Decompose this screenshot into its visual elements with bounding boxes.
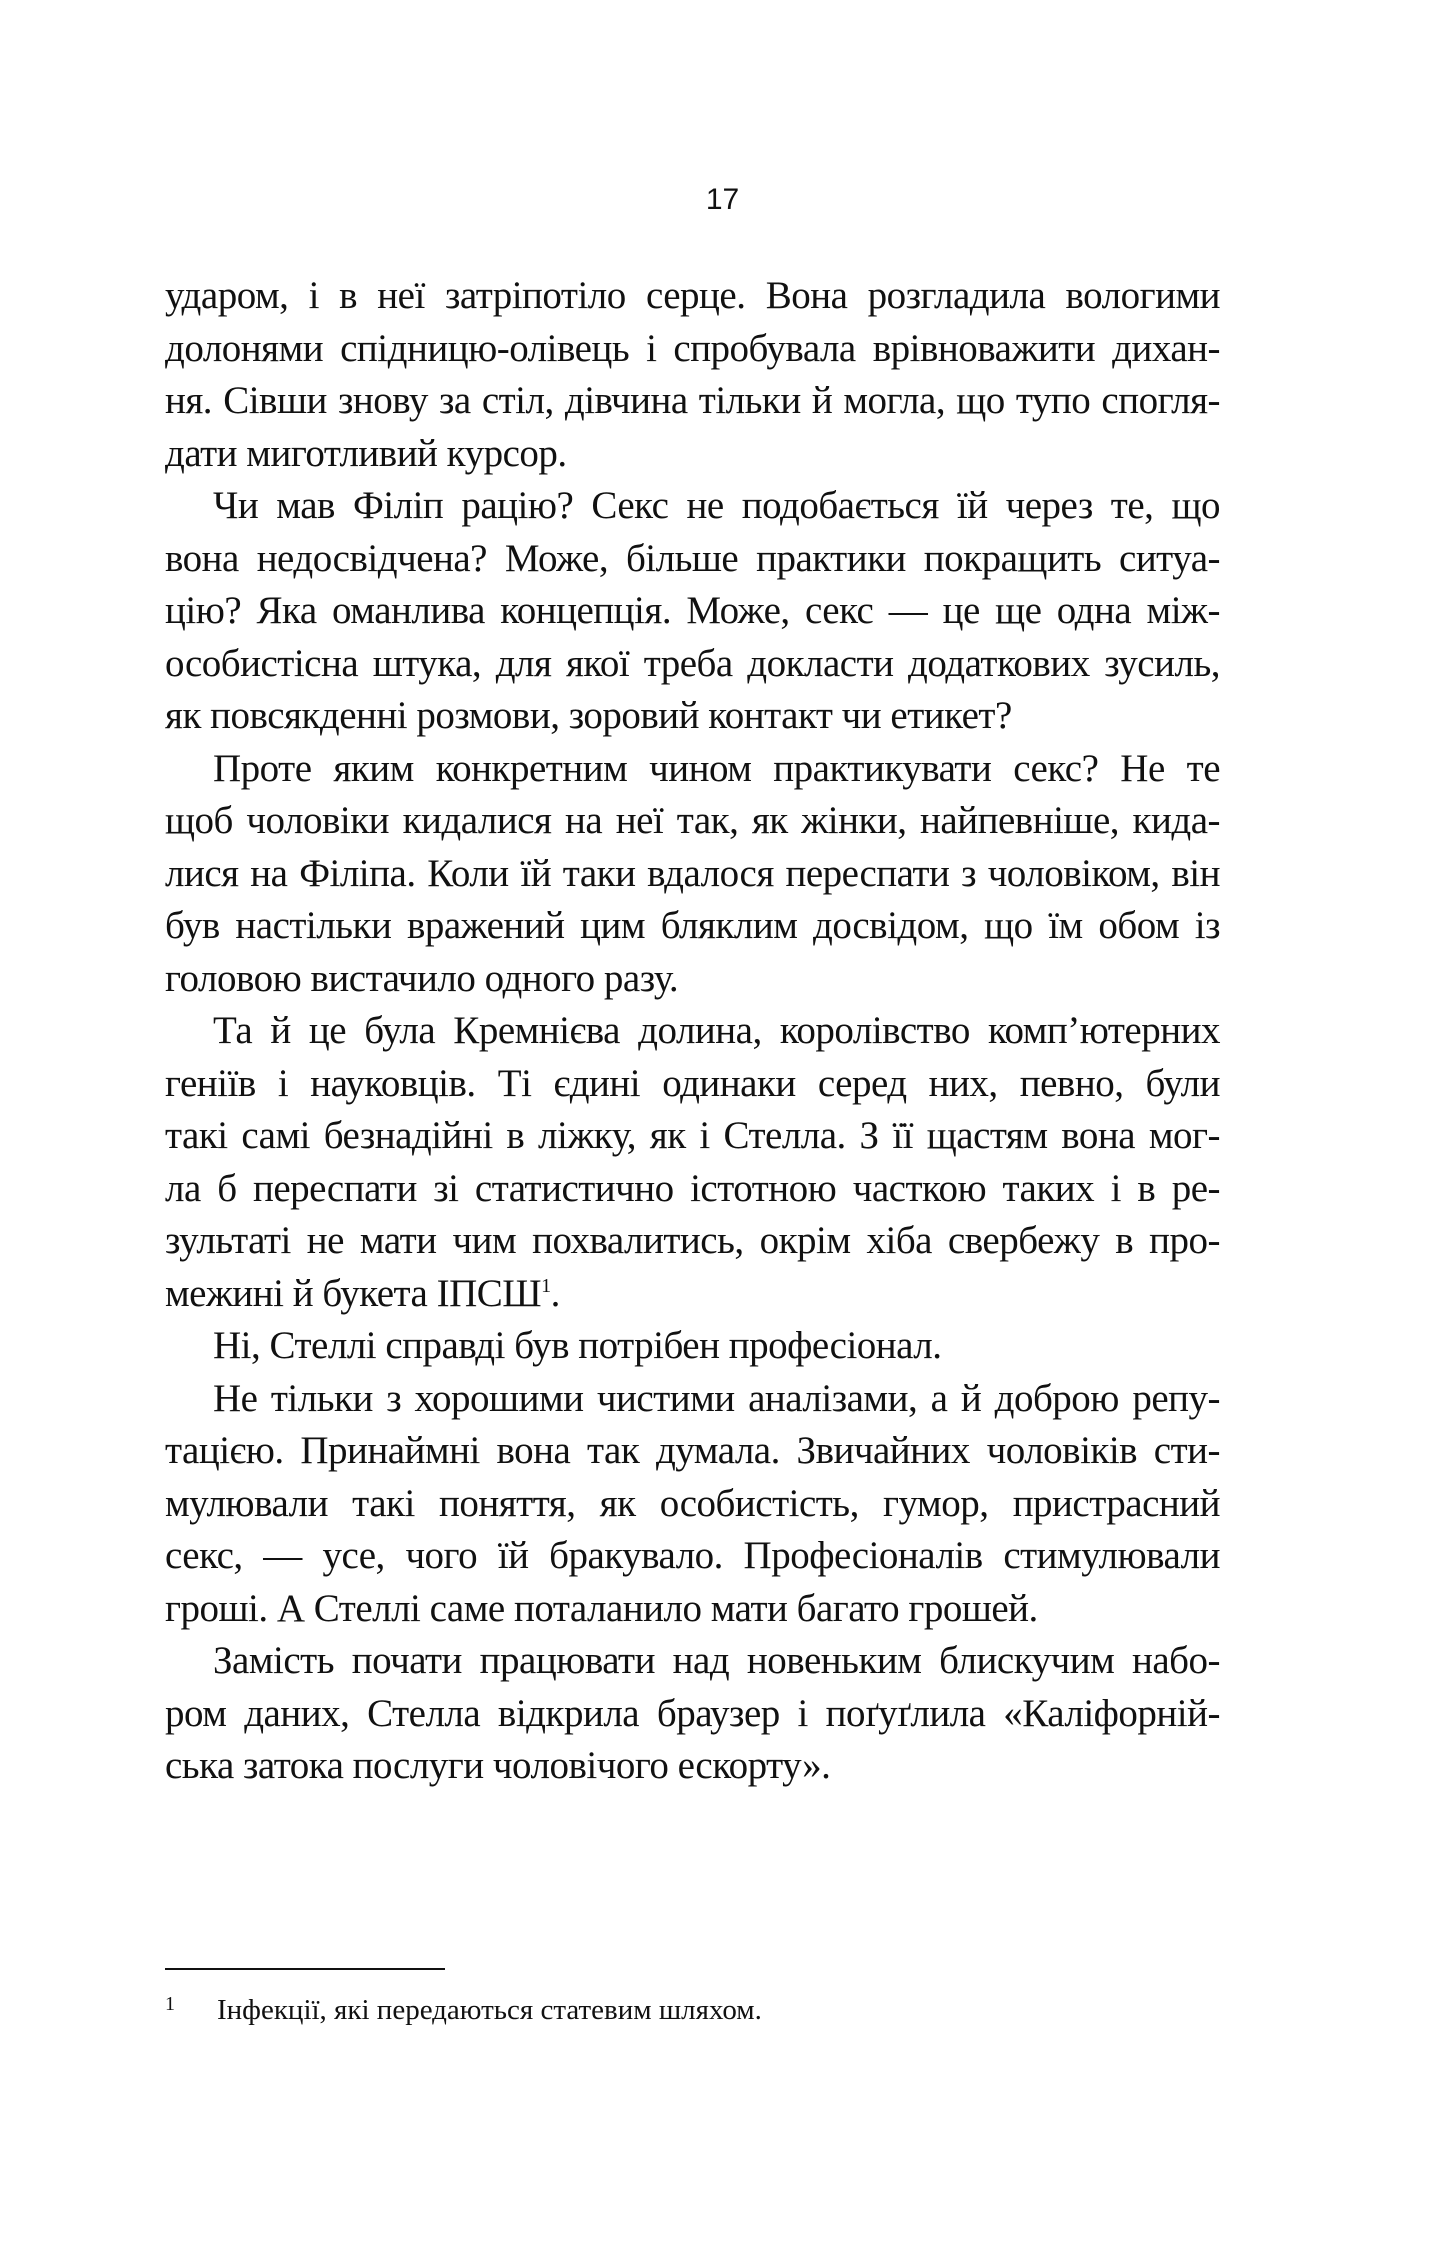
text-line-content: вона недосвідчена? Може, більше практики покращить ситуа- bbox=[165, 536, 1220, 580]
footnote-divider bbox=[165, 1968, 445, 1970]
text-line-content: Замість почати працювати над новеньким блискучим набо- bbox=[213, 1639, 1220, 1682]
text-line bbox=[165, 1058, 1220, 1111]
text-line-content: Чи мав Філіп рацію? Секс не подобається їй через те, що bbox=[213, 484, 1220, 527]
footnote bbox=[165, 1990, 1220, 2030]
text-line-content: гроші. А Стеллі саме поталанило мати багато грошей. bbox=[165, 1586, 1038, 1630]
text-line-content: Не тільки з хорошими чистими аналізами, а й доброю репу- bbox=[213, 1376, 1220, 1420]
text-line-content: Та й це була Кремнієва долина, королівство комп’ютерних bbox=[213, 1009, 1220, 1052]
text-line-content: долонями спідницю-олівець і спробувала врівноважити дихан- bbox=[165, 326, 1220, 370]
text-line-content: Ні, Стеллі справді був потрібен професіонал. bbox=[213, 1324, 942, 1367]
text-line bbox=[165, 1635, 1220, 1688]
text-line bbox=[165, 480, 1220, 533]
text-line-content: геніїв і науковців. Ті єдині одинаки серед них, певно, були bbox=[165, 1061, 1220, 1105]
text-line bbox=[165, 270, 1220, 323]
text-line bbox=[165, 1740, 1220, 1793]
text-line bbox=[165, 375, 1220, 428]
text-line-content: цію? Яка оманлива концепція. Може, секс — це ще одна між- bbox=[165, 589, 1220, 632]
text-line bbox=[165, 848, 1220, 901]
text-line-tail: . bbox=[550, 1271, 560, 1315]
footnote-mark: 1 bbox=[165, 1993, 175, 2015]
page-number: 17 bbox=[705, 183, 740, 216]
text-line bbox=[165, 690, 1220, 743]
text-line-content: ська затока послуги чоловічого ескорту». bbox=[165, 1744, 831, 1787]
text-line-content: лися на Філіпа. Коли їй таки вдалося переспати з чоловіком, він bbox=[165, 851, 1220, 895]
text-line-content: зультаті не мати чим похвалитись, окрім хіба свербежу в про- bbox=[165, 1219, 1220, 1262]
text-line bbox=[165, 743, 1220, 796]
text-line bbox=[165, 533, 1220, 586]
text-line-content: був настільки вражений цим бляклим досвідом, що їм обом із bbox=[165, 904, 1220, 947]
text-line bbox=[165, 953, 1220, 1006]
text-line-content: дати миготливий курсор. bbox=[165, 431, 567, 475]
text-line bbox=[165, 1425, 1220, 1478]
text-line bbox=[165, 1215, 1220, 1268]
text-line bbox=[165, 1530, 1220, 1583]
footnote-text: Інфекції, які передаються статевим шляхом. bbox=[217, 1994, 762, 2026]
text-line bbox=[165, 638, 1220, 691]
body-text bbox=[165, 270, 1220, 1793]
text-line bbox=[165, 1373, 1220, 1426]
footnote-reference: 1 bbox=[541, 1274, 551, 1297]
text-line-content: ударом, і в неї затріпотіло серце. Вона розгладила вологими bbox=[165, 274, 1220, 317]
text-line bbox=[165, 1320, 1220, 1373]
text-line-content: тацією. Принаймні вона так думала. Звичайних чоловіків сти- bbox=[165, 1429, 1220, 1472]
text-line-content: ром даних, Стелла відкрила браузер і поґуґлила «Каліфорній- bbox=[165, 1691, 1220, 1735]
text-line-content: ня. Сівши знову за стіл, дівчина тільки й могла, що тупо спогля- bbox=[165, 379, 1220, 422]
text-line-content: ла б переспати зі статистично істотною часткою таких і в ре- bbox=[165, 1166, 1220, 1210]
text-line bbox=[165, 900, 1220, 953]
text-line-content: щоб чоловіки кидалися на неї так, як жінки, найпевніше, кида- bbox=[165, 799, 1220, 842]
text-line-content: як повсякденні розмови, зоровий контакт чи етикет? bbox=[165, 694, 1012, 737]
text-line-content: головою вистачило одного разу. bbox=[165, 956, 679, 1000]
text-line-content: особистісна штука, для якої треба докласти додаткових зусиль, bbox=[165, 641, 1220, 685]
text-line-content: мулювали такі поняття, як особистість, гумор, пристрасний bbox=[165, 1481, 1220, 1525]
text-line bbox=[165, 323, 1220, 376]
text-line-content: такі самі безнадійні в ліжку, як і Стелла. З її щастям вона мог- bbox=[165, 1114, 1220, 1157]
text-line bbox=[165, 1688, 1220, 1741]
text-line bbox=[165, 585, 1220, 638]
text-line-content: секс, — усе, чого їй бракувало. Професіоналів стимулювали bbox=[165, 1534, 1220, 1577]
text-line bbox=[165, 428, 1220, 481]
text-line bbox=[165, 1583, 1220, 1636]
text-line bbox=[165, 1268, 1220, 1321]
text-line-content: межині й букета ІПСШ bbox=[165, 1271, 542, 1315]
text-line bbox=[165, 1005, 1220, 1058]
text-line bbox=[165, 1163, 1220, 1216]
text-line bbox=[165, 1478, 1220, 1531]
text-line bbox=[165, 795, 1220, 848]
text-line-content: Проте яким конкретним чином практикувати секс? Не те bbox=[213, 746, 1220, 790]
text-line bbox=[165, 1110, 1220, 1163]
